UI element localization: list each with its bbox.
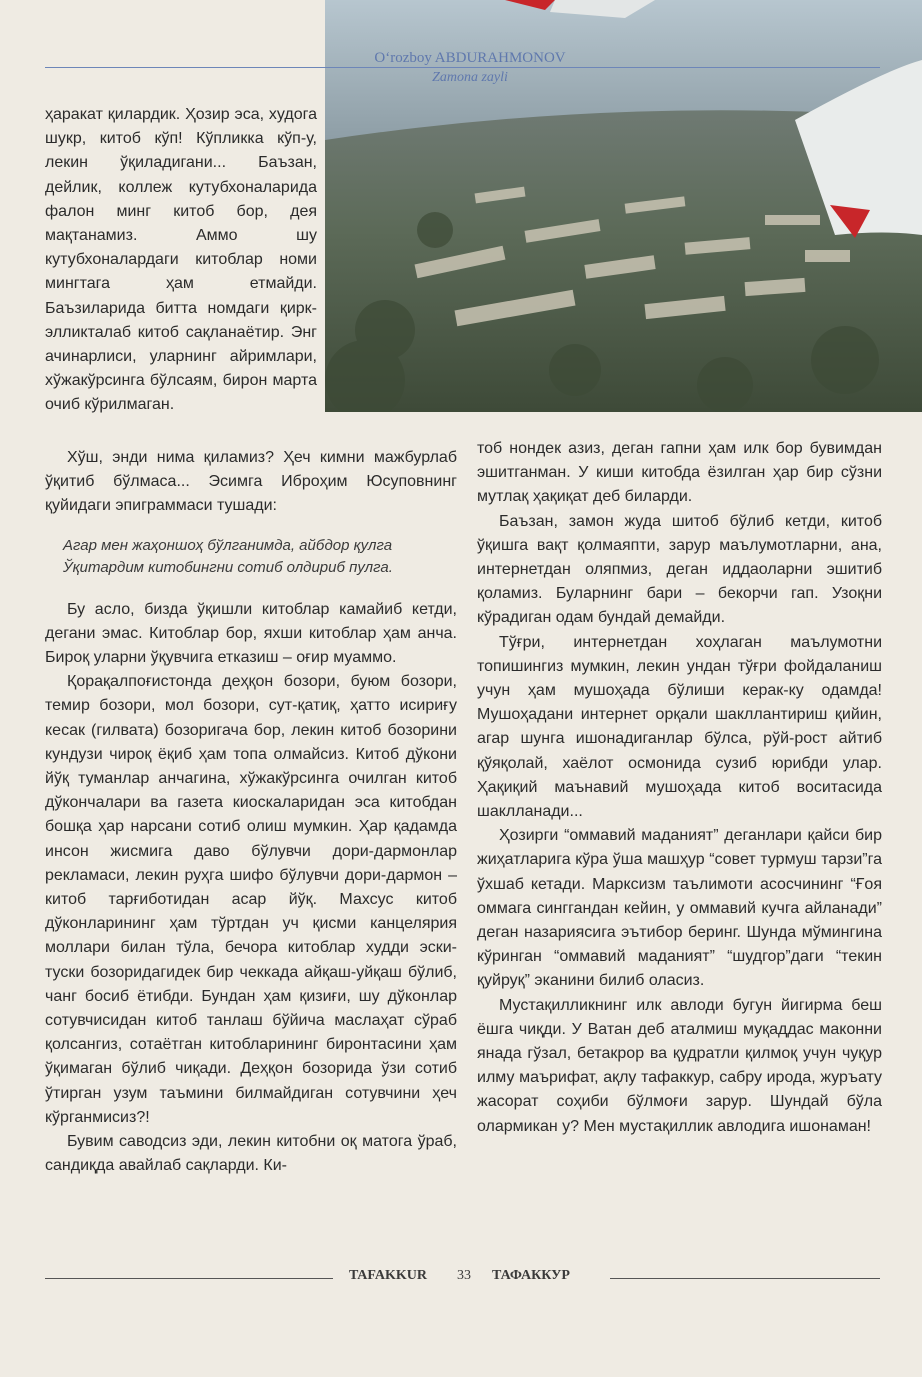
paragraph: Мустақилликнинг илк авлоди бугун йигирма беш ёшга чиқди. У Ватан деб аталмиш муқаддас маконни янада гўзал, бетакрор ва қудратли қилмоқ учун чуқур илму маърифат, ақлу тафаккур, сабру ирода, журъату жасорат соҳиби бўлмоғи зарур. Шундай бўла олармикан у? Мен мустақиллик авлодига ишонаман! [477,996,882,1135]
paragraph: Баъзан, замон жуда шитоб бўлиб кетди, китоб ўқишга вақт қолмаяпти, зарур маълумотларни, ана, интернетдан оляпмиз, деган иддаоларни эшитиб қоламиз. Буларнинг бари – бекорчи гап. Узоқни кўрадиган одам бундай демайди. [477,512,882,627]
magazine-title-cyrillic: ТАФАККУР [492,1268,570,1283]
paragraph: ҳаракат қилардик. Ҳозир эса, худога шукр, китоб кўп! Кўпликка кўп-у, лекин ўқиладигани... Баъзан, дейлик, коллеж кутубхоналарида фалон минг китоб бор, дея мақтанамиз. Аммо шу кутубхоналардаги китоблар номи мингтага ҳам етмайди. Баъзиларида битта номдаги қирк-элликталаб китоб сақланаётир. Энг ачинарлиси, уларнинг айримлари, хўжакўрсинга бўлсаям, бирон марта очиб кўрилмаган. [45,106,317,414]
magazine-title-latin: TAFAKKUR [349,1268,428,1283]
paragraph: Қорақалпоғистонда деҳқон бозори, буюм бозори, темир бозори, мол бозори, сут-қатиқ, ҳатто исириғу кесак (гилвата) бозоригача бор, лекин китоб бозорини кундузи чироқ ёқиб ҳам топа олмайсиз. Китоб дўкони йўқ туманлар анчагина, хўжакўрсинга очилган китоб дўкончалари ва газета киоскаларидан эса китобдан бошқа ҳар нарсани сотиб олиш мумкин. Ҳар қадамда инсон жисмига даво бўлувчи дори-дармонлар рекламаси, лекин руҳга шифо бўлувчи дори-дармон – китоб тарғиботидан асар йўқ. Махсус китоб дўконларининг ҳам тўртдан уч қисми канцелярия моллари билан тўла, бечора китоблар худди эски-туски бозоридагидек бир чеккада айқаш-уйқаш бўлиб, чанг босиб ётибди. Бундан ҳам қизиғи, шу дўконлар сотувчисидан китоб танлаш бўйича маслаҳат сўраб қолсангиз, сотаётган китобларининг биронтасини ҳам ўқимаган бўлиб чиқади. Деҳқон бозорида ўзи сотиб ўтирган узум таъмини билмайдиган сотувчини ҳеч кўрганмисиз?! [45,673,457,1126]
paragraph: Бу асло, бизда ўқишли китоблар камайиб кетди, дегани эмас. Китоблар бор, яхши китоблар ҳам анча. Бироқ уларни ўқувчига етказиш – оғир муаммо. [45,600,457,667]
page-footer [45,1268,880,1290]
paragraph: Хўш, энди нима қиламиз? Ҳеч кимни мажбурлаб ўқитиб бўлмаса... Эсимга Иброҳим Юсуповнинг қуйидаги эпиграммаси тушади: [45,449,457,515]
header-divider [45,67,880,68]
left-column-top [45,103,317,418]
page-number: 33 [457,1268,471,1283]
left-column [45,446,457,1178]
paragraph: Ҳозирги “оммавий маданият” деганлари қайси бир жиҳатларига кўра ўша машҳур “совет турмуш тарзи”га ўхшаб кетади. Марксизм таълимоти асосчининг “Ғоя оммага синггандан кейин, у оммавий кучга айланади” деган назариясига эътибор беринг. Шунда мўмингина кўринган “оммавий маданият” “шудгор”даги “текин қуйруқ” эканини билиб оласиз. [477,827,882,990]
epigram [45,535,457,579]
paragraph: Тўғри, интернетдан хоҳлаган маълумотни топишингиз мумкин, лекин ундан тўғри фойдаланиш учун ҳам мушоҳада бўлиши керак-ку одамда! Мушоҳадани интернет орқали шакллантириш қийин, агар шунга ишонадиганлар бўлса, рўй-рост айтиб қўяқолай, хаёлот осмонида сузиб юрибди улар. Ҳақиқий маънавий мушоҳада китоб воситасида шаклланади... [477,633,882,821]
epigram-line: Ўқитардим китобингни сотиб олдириб пулга. [63,558,393,576]
footer-rule [610,1278,880,1279]
article-byline [340,48,600,88]
epigram-line: Агар мен жаҳоншоҳ бўлганимда, айбдор қулга [63,536,393,554]
paragraph: тоб нондек азиз, деган гапни ҳам илк бор бувимдан эшитганман. У киши китобда ёзилган ҳар бир сўзни мутлақ ҳақиқат деб биларди. [477,440,882,506]
author-name: O‘rozboy ABDURAHMONOV [374,50,566,66]
footer-rule [45,1278,333,1279]
rubric-title: Zamona zayli [432,70,508,85]
paragraph: Бувим саводсиз эди, лекин китобни оқ матога ўраб, сандиқда авайлаб сақларди. Ки- [45,1133,457,1175]
right-column [477,437,882,1139]
